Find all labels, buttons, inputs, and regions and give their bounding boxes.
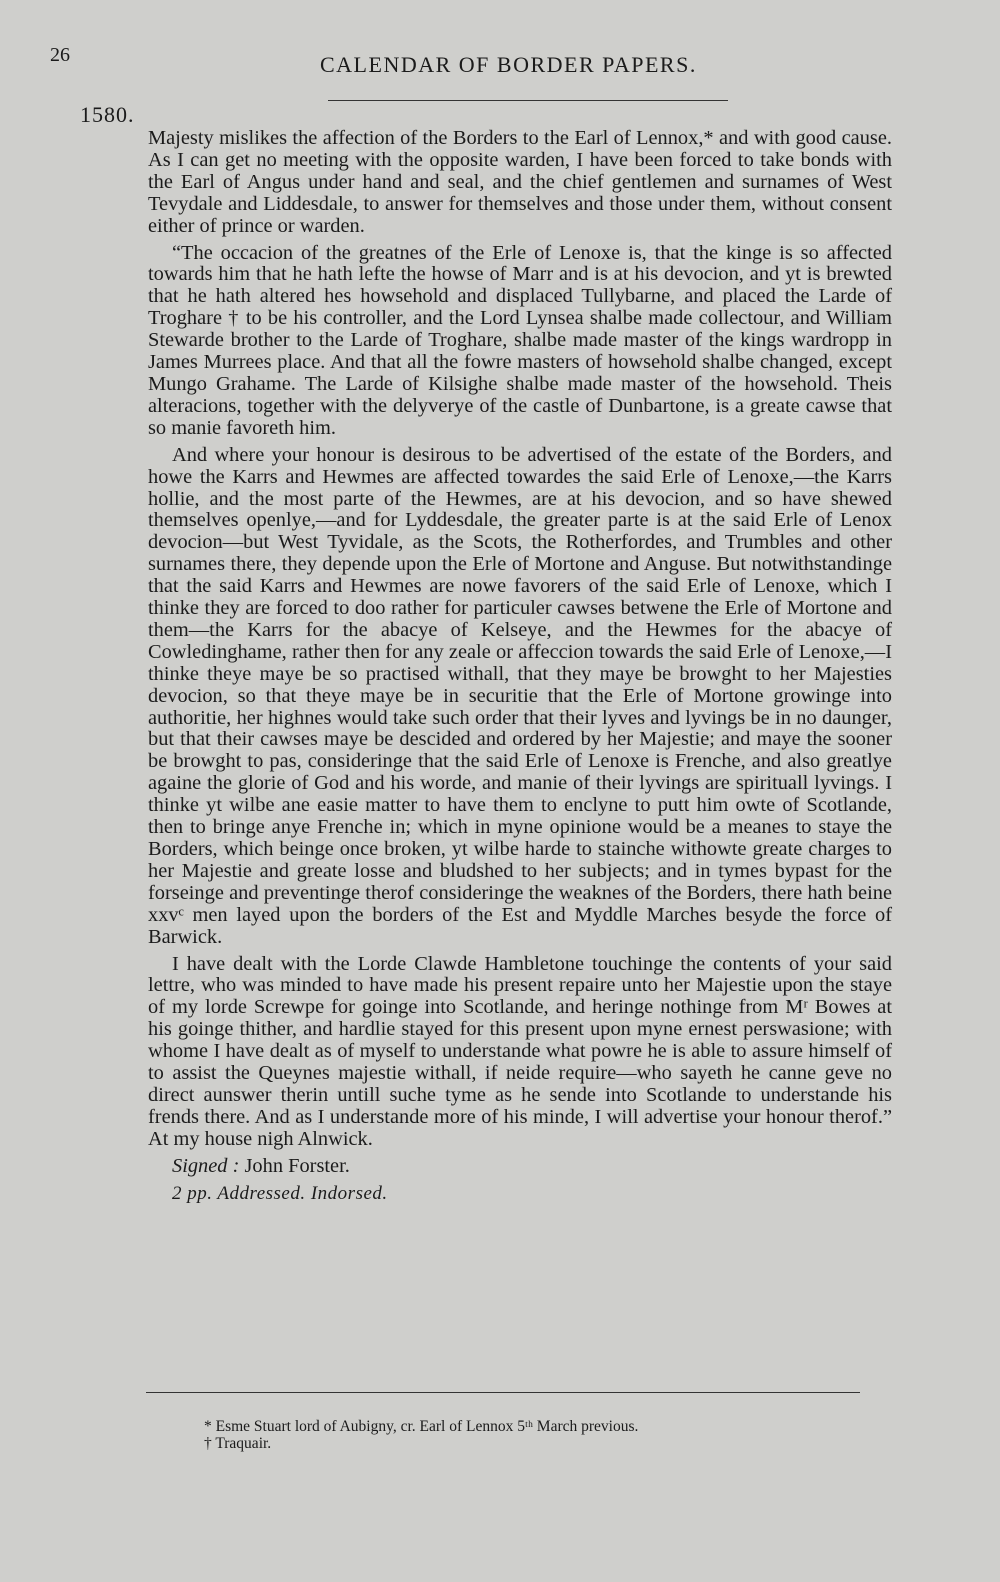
- signature-name: John Forster.: [244, 1154, 350, 1177]
- footnote-1: * Esme Stuart lord of Aubigny, cr. Earl of Lennox 5ᵗʰ March previous.: [204, 1418, 639, 1435]
- paragraph-1: Majesty mislikes the affection of the Borders to the Earl of Lennox,* and with good cause. As I can get no meeting with the opposite warden, I have been forced to take bonds with the Earl of Angus under hand and seal, and the chief gentlemen and surnames of West Tevydale and Liddesdale, to answer for themselves and those under them, without consent either of prince or warden.: [148, 127, 892, 237]
- margin-year: 1580.: [80, 102, 135, 127]
- footnote-2: † Traquair.: [204, 1435, 272, 1452]
- footnotes: [204, 1418, 844, 1452]
- paragraph-4: I have dealt with the Lorde Clawde Hambletone touchinge the contents of your said lettre, who was minded to have made his present repaire unto her Majestie upon the staye of my lorde Screwpe for goinge into Scotlande, and heringe nothinge from Mʳ Bowes at his goinge thither, and hardlie stayed for this present upon myne ernest perswasione; with whome I have dealt as of myself to understande what powre he is able to assure himself of to assist the Queynes majestie withall, if neide require—who sayeth he canne geve no direct aunswer therin untill suche tyme as he sende into Scotlande to understande his frends there. And as I understande more of his minde, I will advertise your honour therof.” At my house nigh Alnwick.: [148, 952, 892, 1150]
- footnote-rule: [146, 1392, 860, 1393]
- paragraph-3: And where your honour is desirous to be advertised of the estate of the Borders, and howe the Karrs and Hewmes are affected towardes the said Erle of Lenoxe,—the Karrs hollie, and the most parte of the Hewmes, are at his devocion, and so have shewed themselves openlye,—and for Lyddesdale, the greater parte is at the said Erle of Lenox devocion—but West Tyvidale, as the Scots, the Rotherfordes, and Trumbles and other surnames there, they depende upon the Erle of Mortone and Anguse. But notwithstandinge that the said Karrs and Hewmes are nowe favorers of the said Erle of Lenoxe, which I thinke they are forced to doo rather for particuler cawses betwene the Erle of Mortone and them—the Karrs for the abacye of Kelseye, and the Hewmes for the abacye of Cowledinghame, rather then for any zeale or affeccion towards the said Erle of Lenoxe,—I thinke theye maye be so practised withall, that they maye be browght to her Majesties devocion, so that theye maye be in securitie that the Erle of Mortone growinge into authoritie, her highnes would take such order that their lyves and lyvings be in no daunger, but that their cawses maye be descided and ordered by her Majestie; and maye the sooner be browght to pas, consideringe that the said Erle of Lenoxe is Frenche, and also greatlye againe the glorie of God and his worde, and manie of their lyvings are spirituall lyvings. I thinke yt wilbe ane easie matter to have them to enclyne to putt him owte of Scotlande, then to bringe anye Frenche in; which in myne opinione would be a meanes to staye the Borders, which beinge once broken, yt wilbe harde to stainche withowte greate charges to her Majestie and greate losse and bludshed to her subjects; and in tymes bypast for the forseinge and preventinge therof consideringe the weaknes of the Borders, there hath beine xxvᶜ men layed upon the borders of the Est and Myddle Marches besyde the force of Barwick.: [148, 443, 892, 948]
- running-head: CALENDAR OF BORDER PAPERS.: [320, 52, 697, 77]
- letter-body: [148, 128, 892, 1205]
- signature-line: [148, 1156, 892, 1178]
- paragraph-2: “The occacion of the greatnes of the Erle of Lenoxe is, that the kinge is so affected towards him that he hath lefte the howse of Marr and is at his devocion, and yt is brewted that he hath altered hes howsehold and displaced Tullybarne, and placed the Larde of Troghare † to be his controller, and the Lord Lynsea shalbe made collectour, and William Stewarde brother to the Larde of Troghare, shalbe made master of the kings wardropp in James Murrees place. And that all the fowre masters of howsehold shalbe changed, except Mungo Grahame. The Larde of Kilsighe shalbe made master of the howsehold. Theis alteracions, together with the delyverye of the castle of Dunbartone, is a greate cawse that so manie favoreth him.: [148, 241, 892, 439]
- editorial-note: 2 pp. Addressed. Indorsed.: [172, 1182, 388, 1204]
- header-rule: [328, 100, 728, 101]
- signature-label: Signed :: [172, 1154, 240, 1177]
- page-number: 26: [50, 44, 70, 66]
